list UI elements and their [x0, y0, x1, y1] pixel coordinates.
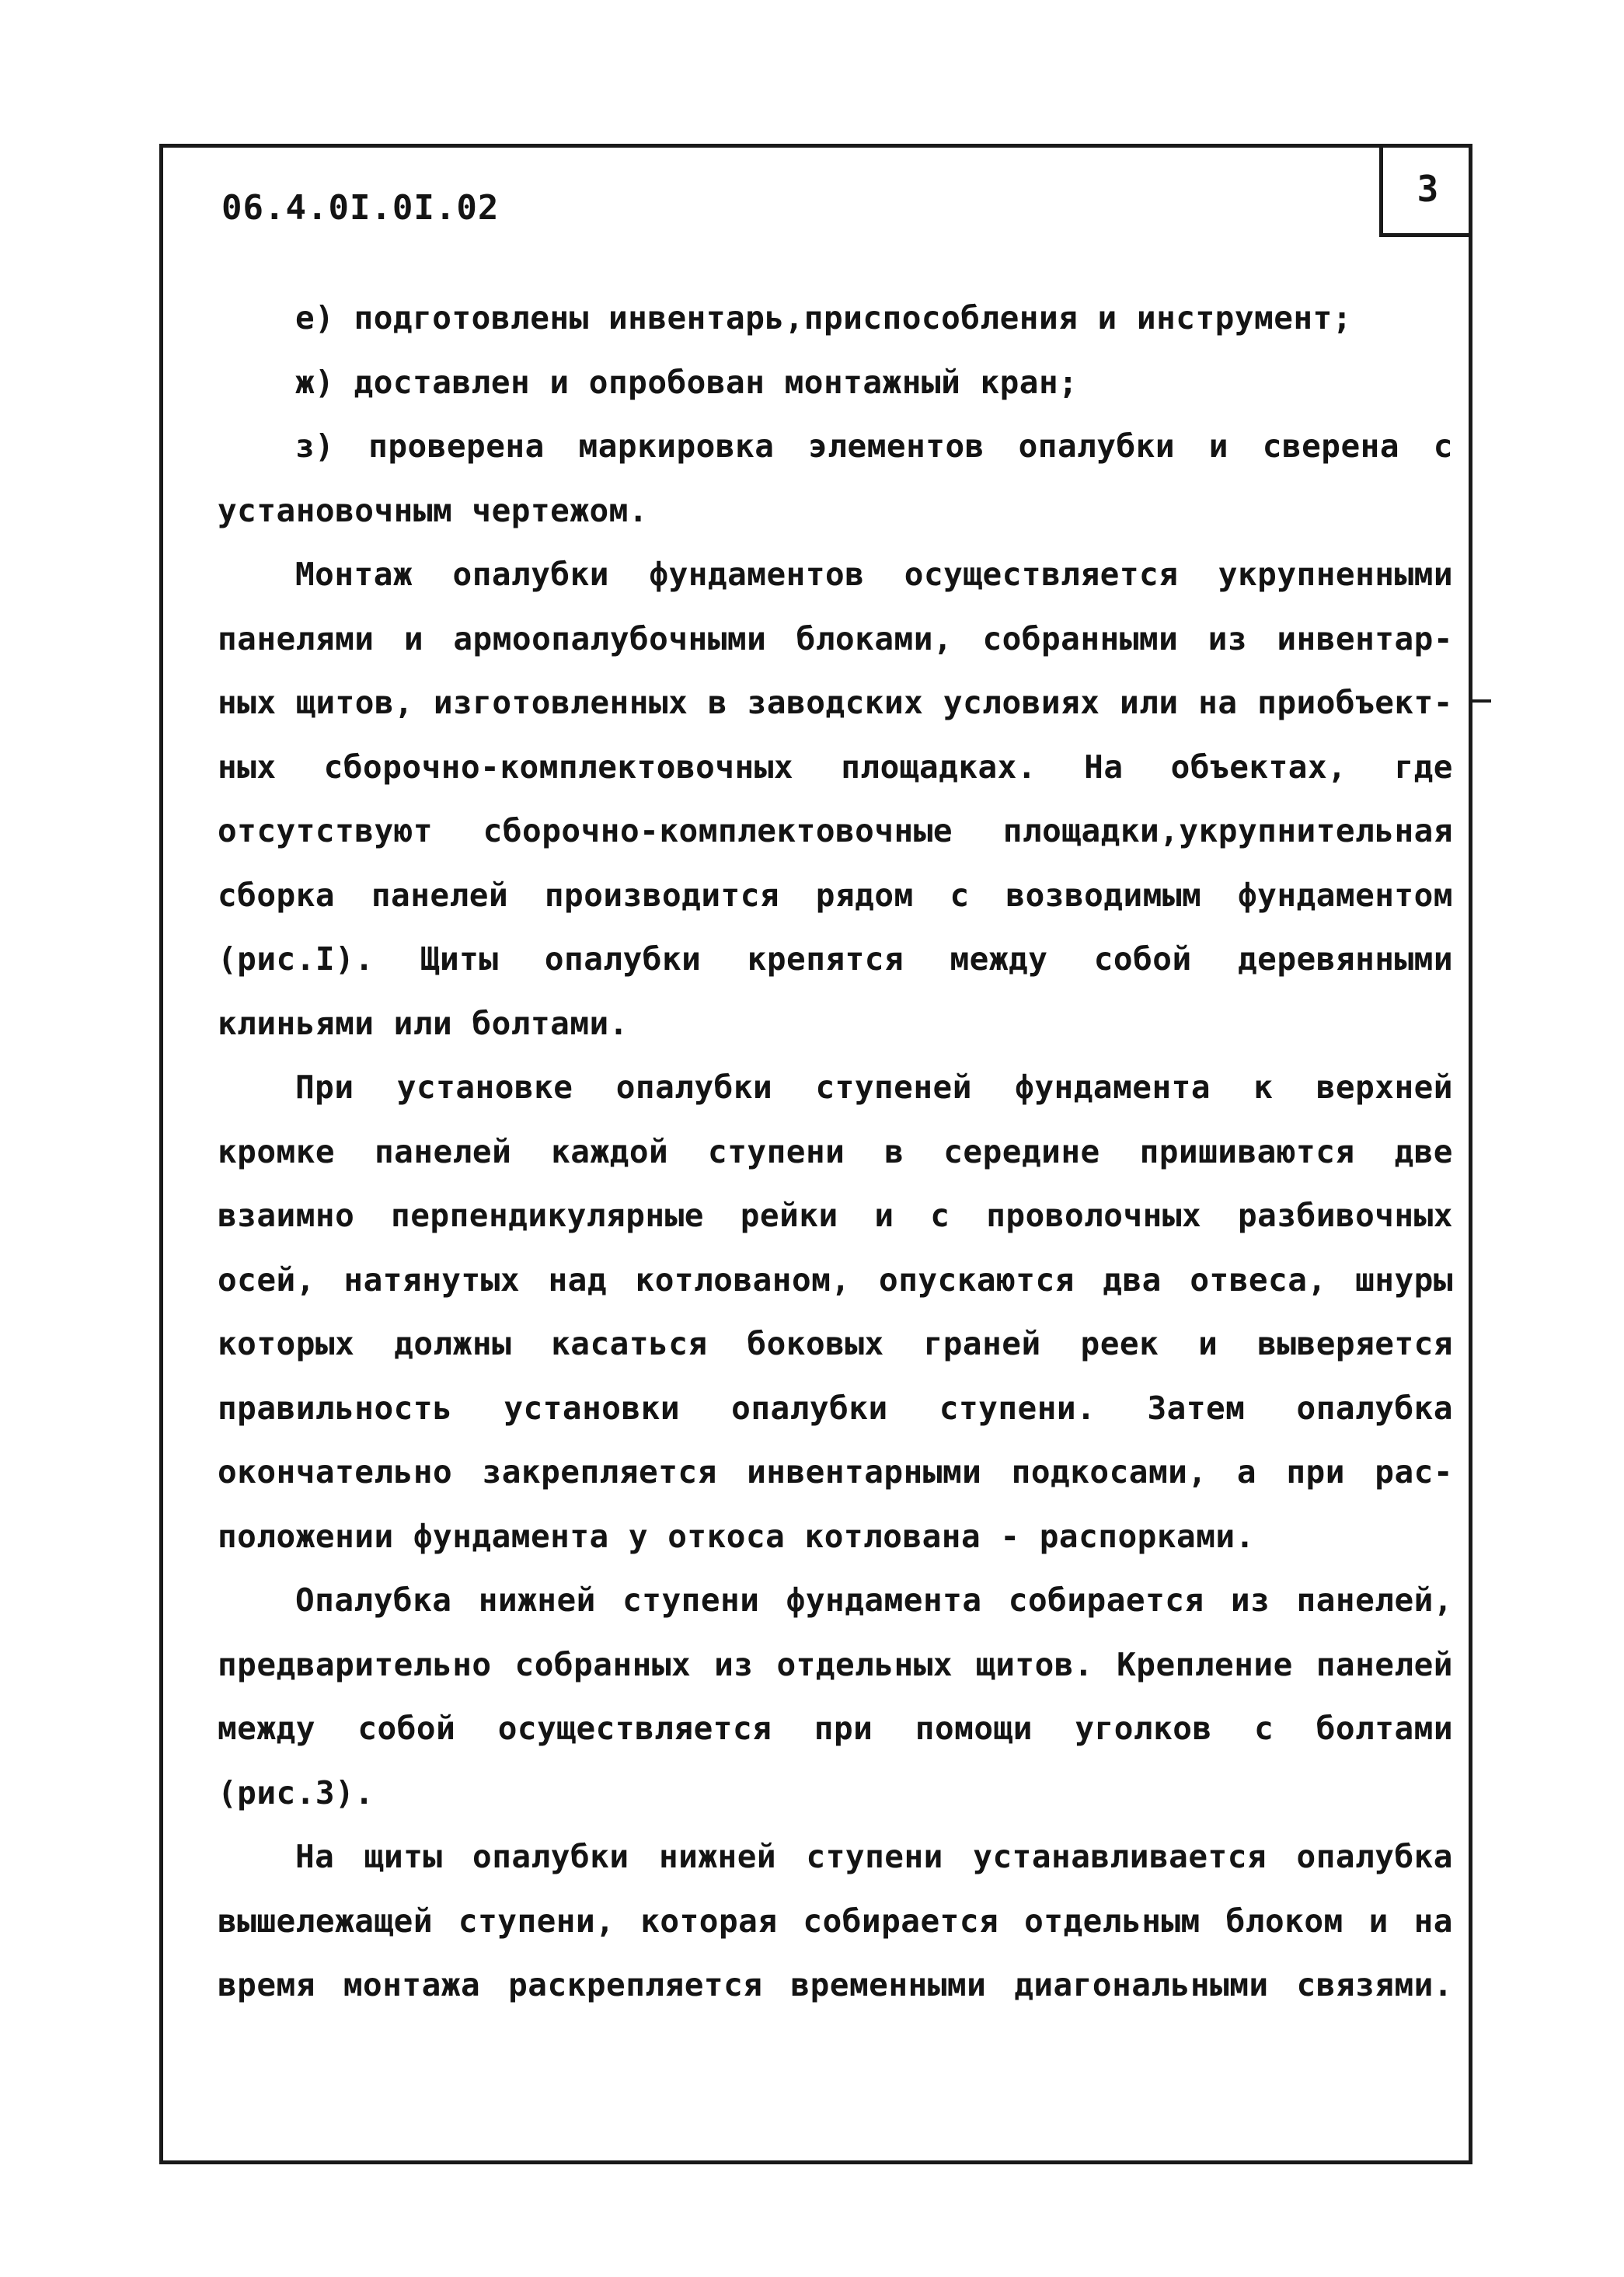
text-line: кромке панелей каждой ступени в середине пришиваются две: [218, 1132, 1453, 1170]
text-line: сборка панелей производится рядом с возводимым фундаментом: [218, 876, 1453, 914]
hyphen-overflow-mark: [1471, 699, 1491, 703]
text-line: окончательно закрепляется инвентарными подкосами, а при рас-: [218, 1453, 1453, 1491]
text-line: вышележащей ступени, которая собирается отдельным блоком и на: [218, 1902, 1453, 1940]
text-line: которых должны касаться боковых граней реек и выверяется: [218, 1325, 1453, 1362]
text-line: Монтаж опалубки фундаментов осуществляется укрупненными: [295, 556, 1453, 593]
text-line: между собой осуществляется при помощи уголков с болтами: [218, 1710, 1453, 1747]
page-number: 3: [1379, 144, 1472, 237]
text-line: (рис.I). Щиты опалубки крепятся между собой деревянными: [218, 940, 1453, 978]
text-line: отсутствуют сборочно-комплектовочные площадки,укрупнительная: [218, 812, 1453, 849]
text-line: клиньями или болтами.: [218, 1004, 629, 1042]
text-line: (рис.3).: [218, 1773, 375, 1811]
text-line: установочным чертежом.: [218, 491, 649, 529]
text-line: е) подготовлены инвентарь,приспособления и инструмент;: [295, 299, 1352, 336]
document-body: [218, 286, 1453, 2017]
text-line: На щиты опалубки нижней ступени устанавливается опалубка: [295, 1838, 1453, 1875]
text-line: ных щитов, изготовленных в заводских условиях или на приобъект-: [218, 684, 1453, 721]
text-line: осей, натянутых над котлованом, опускаются два отвеса, шнуры: [218, 1261, 1453, 1299]
text-line: з) проверена маркировка элементов опалубки и сверена с: [295, 427, 1453, 465]
text-line: ж) доставлен и опробован монтажный кран;: [295, 363, 1079, 401]
text-line: взаимно перпендикулярные рейки и с проволочных разбивочных: [218, 1197, 1453, 1234]
text-line: положении фундамента у откоса котлована - распорками.: [218, 1517, 1255, 1555]
text-line: Опалубка нижней ступени фундамента собирается из панелей,: [295, 1581, 1453, 1619]
text-line: панелями и армоопалубочными блоками, собранными из инвентар-: [218, 619, 1453, 657]
text-line: предварительно собранных из отдельных щитов. Крепление панелей: [218, 1645, 1453, 1683]
document-code: 06.4.0I.0I.02: [221, 188, 500, 228]
text-line: правильность установки опалубки ступени. Затем опалубка: [218, 1389, 1453, 1427]
text-line: При установке опалубки ступеней фундамента к верхней: [295, 1069, 1453, 1106]
text-line: ных сборочно-комплектовочных площадках. На объектах, где: [218, 748, 1453, 786]
text-line: время монтажа раскрепляется временными диагональными связями.: [218, 1966, 1453, 2003]
